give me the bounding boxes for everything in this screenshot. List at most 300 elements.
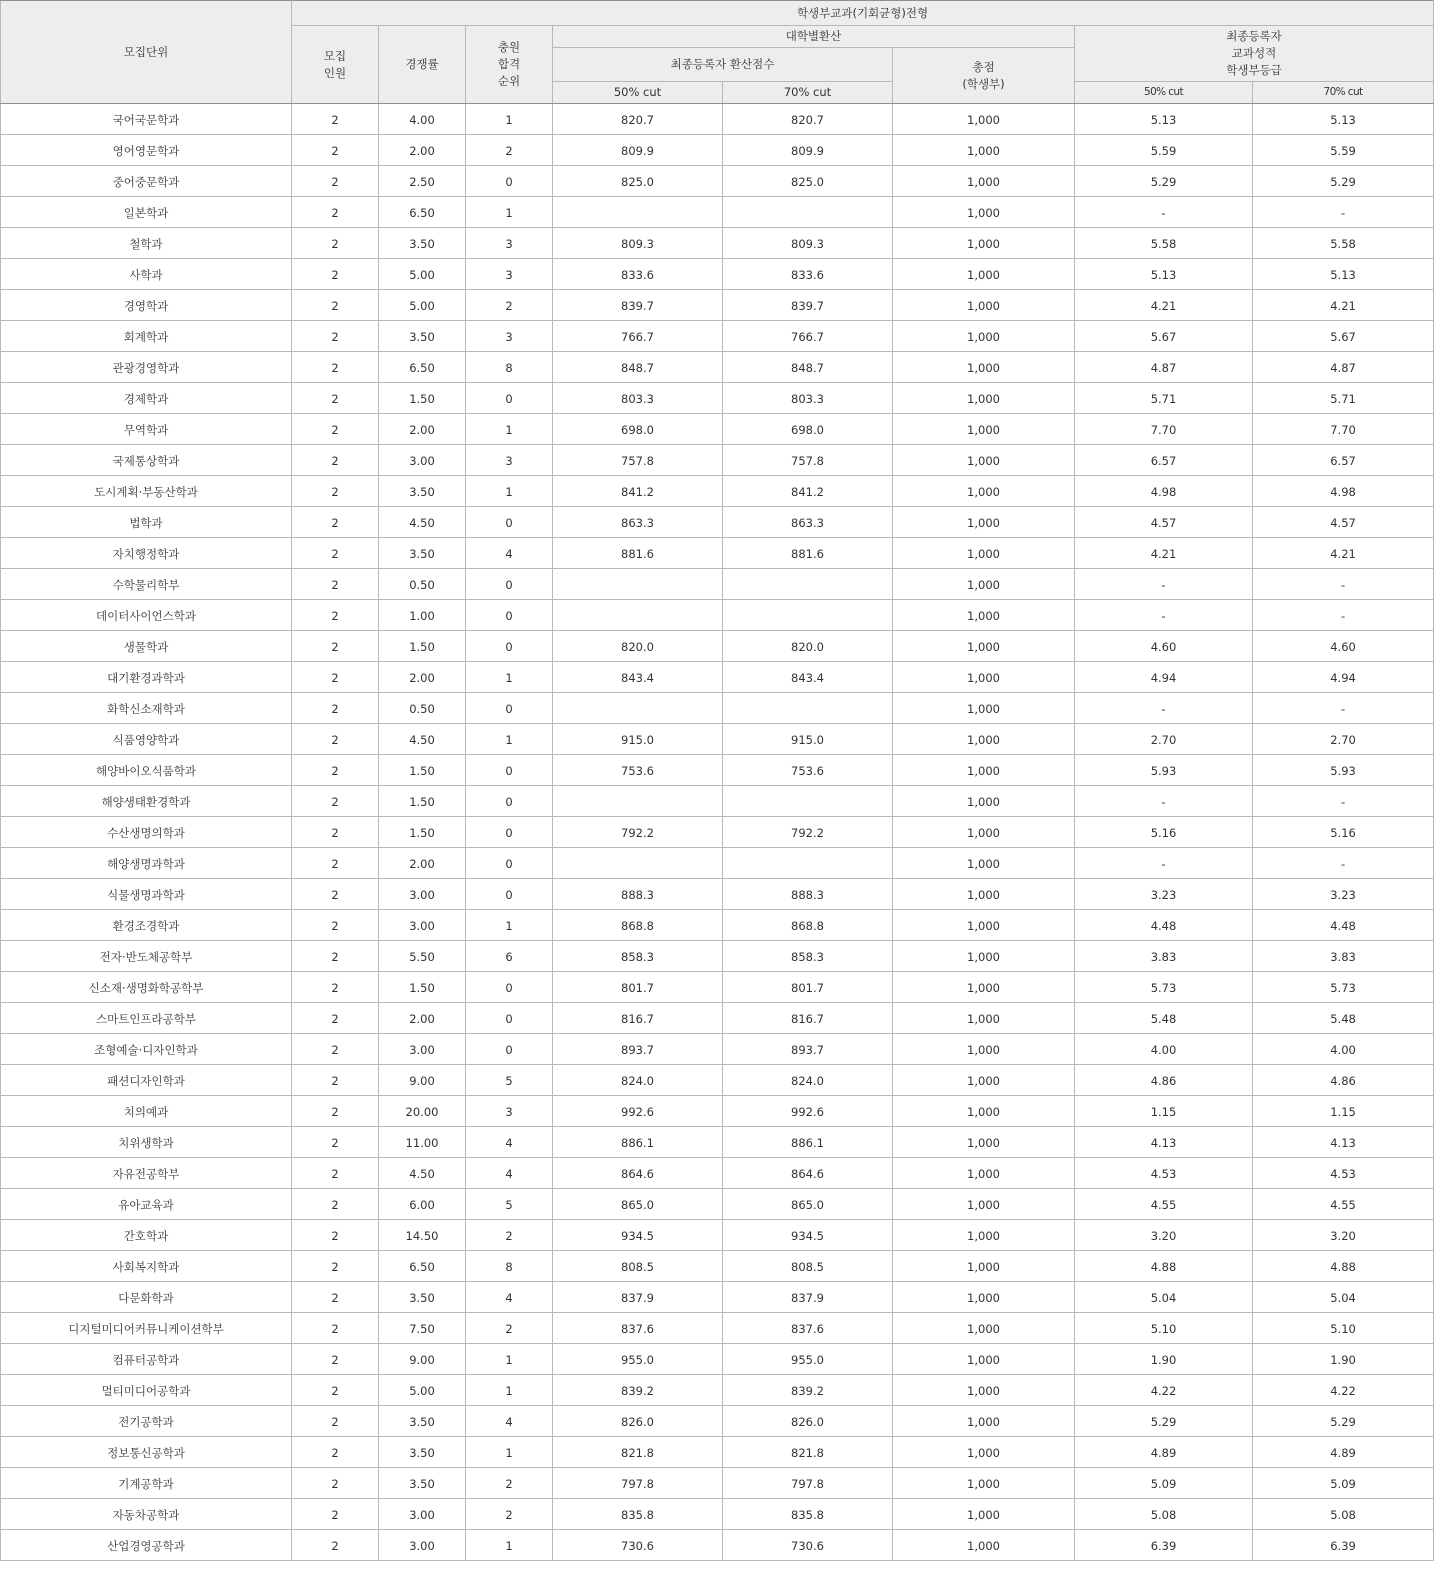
table-row [1,290,1434,321]
cell-total-score: 1,000 [893,104,1075,135]
cell-extra-rank: 2 [466,135,553,166]
cell-grade-cut50: 7.70 [1075,414,1253,445]
cell-quota: 2 [292,1406,379,1437]
cell-extra-rank: 0 [466,693,553,724]
cell-extra-rank: 5 [466,1189,553,1220]
header-extra-line3: 순위 [497,74,521,88]
table-row [1,1158,1434,1189]
cell-competition-ratio: 2.50 [379,166,466,197]
cell-unit-name: 수산생명의학과 [1,817,292,848]
cell-total-score: 1,000 [893,290,1075,321]
cell-score-cut50 [553,848,723,879]
cell-competition-ratio: 1.00 [379,600,466,631]
table-row [1,1499,1434,1530]
cell-unit-name: 국어국문학과 [1,104,292,135]
cell-quota: 2 [292,1375,379,1406]
cell-grade-cut70: 5.71 [1253,383,1434,414]
cell-extra-rank: 4 [466,1158,553,1189]
table-row [1,321,1434,352]
cell-grade-cut50: 5.09 [1075,1468,1253,1499]
cell-competition-ratio: 3.00 [379,879,466,910]
cell-grade-cut50: 4.48 [1075,910,1253,941]
cell-score-cut50: 841.2 [553,476,723,507]
cell-competition-ratio: 3.50 [379,1437,466,1468]
cell-competition-ratio: 7.50 [379,1313,466,1344]
cell-quota: 2 [292,1127,379,1158]
cell-total-score: 1,000 [893,135,1075,166]
table-row [1,817,1434,848]
cell-quota: 2 [292,290,379,321]
cell-score-cut50 [553,569,723,600]
cell-quota: 2 [292,414,379,445]
cell-grade-cut70: 6.39 [1253,1530,1434,1561]
cell-total-score: 1,000 [893,972,1075,1003]
cell-grade-cut70: 1.15 [1253,1096,1434,1127]
cell-grade-cut70: 7.70 [1253,414,1434,445]
cell-grade-cut50: - [1075,693,1253,724]
cell-quota: 2 [292,879,379,910]
cell-competition-ratio: 4.50 [379,507,466,538]
cell-score-cut50: 881.6 [553,538,723,569]
cell-score-cut70: 837.6 [723,1313,893,1344]
header-ratio: 경쟁률 [379,26,466,104]
cell-unit-name: 수학물리학부 [1,569,292,600]
cell-extra-rank: 3 [466,1096,553,1127]
cell-score-cut50: 792.2 [553,817,723,848]
cell-total-score: 1,000 [893,259,1075,290]
cell-score-cut50 [553,786,723,817]
table-row [1,1406,1434,1437]
cell-unit-name: 컴퓨터공학과 [1,1344,292,1375]
cell-grade-cut50: 4.53 [1075,1158,1253,1189]
cell-quota: 2 [292,569,379,600]
header-grade-cut70: 70% cut [1253,82,1434,104]
cell-grade-cut70: 4.88 [1253,1251,1434,1282]
cell-quota: 2 [292,1096,379,1127]
cell-grade-cut50: 4.94 [1075,662,1253,693]
cell-competition-ratio: 4.50 [379,1158,466,1189]
cell-score-cut70: 863.3 [723,507,893,538]
cell-quota: 2 [292,1189,379,1220]
cell-extra-rank: 1 [466,414,553,445]
cell-score-cut70: 864.6 [723,1158,893,1189]
table-row [1,507,1434,538]
cell-competition-ratio: 3.50 [379,1468,466,1499]
header-grade-line1: 최종등록자 [1226,29,1282,43]
cell-score-cut50: 863.3 [553,507,723,538]
table-row [1,662,1434,693]
cell-score-cut50: 816.7 [553,1003,723,1034]
cell-score-cut70: 825.0 [723,166,893,197]
header-quota-line1: 모집 [323,48,347,63]
cell-competition-ratio: 4.00 [379,104,466,135]
cell-quota: 2 [292,321,379,352]
table-row [1,445,1434,476]
cell-quota: 2 [292,817,379,848]
cell-competition-ratio: 1.50 [379,817,466,848]
cell-grade-cut70: 5.29 [1253,1406,1434,1437]
cell-extra-rank: 0 [466,848,553,879]
cell-total-score: 1,000 [893,1003,1075,1034]
cell-quota: 2 [292,1034,379,1065]
cell-extra-rank: 1 [466,662,553,693]
cell-grade-cut50: 5.48 [1075,1003,1253,1034]
cell-grade-cut70: 5.13 [1253,259,1434,290]
cell-grade-cut50: - [1075,197,1253,228]
cell-score-cut70: 820.7 [723,104,893,135]
cell-competition-ratio: 3.00 [379,445,466,476]
header-quota [292,26,379,104]
cell-score-cut70: 820.0 [723,631,893,662]
cell-score-cut50: 888.3 [553,879,723,910]
cell-quota: 2 [292,662,379,693]
header-extra-line1: 충원 [497,40,521,54]
cell-grade-cut70: 4.94 [1253,662,1434,693]
cell-competition-ratio: 3.50 [379,228,466,259]
cell-unit-name: 환경조경학과 [1,910,292,941]
cell-total-score: 1,000 [893,228,1075,259]
cell-competition-ratio: 3.50 [379,321,466,352]
cell-extra-rank: 0 [466,972,553,1003]
cell-quota: 2 [292,445,379,476]
cell-quota: 2 [292,1468,379,1499]
cell-quota: 2 [292,693,379,724]
header-cut50: 50% cut [553,82,723,104]
table-row [1,1220,1434,1251]
cell-unit-name: 멀티미디어공학과 [1,1375,292,1406]
cell-competition-ratio: 6.00 [379,1189,466,1220]
cell-grade-cut70: 3.83 [1253,941,1434,972]
table-row [1,352,1434,383]
table-row [1,600,1434,631]
table-row [1,1344,1434,1375]
cell-quota: 2 [292,197,379,228]
cell-score-cut70: 848.7 [723,352,893,383]
cell-score-cut70: 837.9 [723,1282,893,1313]
cell-extra-rank: 2 [466,1313,553,1344]
cell-total-score: 1,000 [893,1468,1075,1499]
cell-extra-rank: 2 [466,1468,553,1499]
cell-score-cut70: 833.6 [723,259,893,290]
cell-score-cut70: 821.8 [723,1437,893,1468]
cell-score-cut70: 841.2 [723,476,893,507]
cell-grade-cut70: 5.67 [1253,321,1434,352]
cell-score-cut50: 848.7 [553,352,723,383]
cell-total-score: 1,000 [893,166,1075,197]
table-row [1,383,1434,414]
cell-grade-cut50: - [1075,786,1253,817]
cell-competition-ratio: 3.00 [379,1530,466,1561]
cell-competition-ratio: 5.00 [379,290,466,321]
table-row [1,228,1434,259]
cell-extra-rank: 5 [466,1065,553,1096]
cell-score-cut70: 803.3 [723,383,893,414]
cell-total-score: 1,000 [893,1034,1075,1065]
header-total [893,48,1075,104]
cell-grade-cut70: 3.20 [1253,1220,1434,1251]
cell-grade-cut70: - [1253,693,1434,724]
cell-score-cut70: 868.8 [723,910,893,941]
cell-unit-name: 정보통신공학과 [1,1437,292,1468]
cell-extra-rank: 1 [466,197,553,228]
cell-score-cut70: 955.0 [723,1344,893,1375]
cell-unit-name: 해양생태환경학과 [1,786,292,817]
cell-score-cut50: 757.8 [553,445,723,476]
cell-grade-cut70: 5.48 [1253,1003,1434,1034]
header-grade-line3: 학생부등급 [1226,63,1282,77]
cell-extra-rank: 8 [466,352,553,383]
cell-unit-name: 유아교육과 [1,1189,292,1220]
cell-competition-ratio: 2.00 [379,414,466,445]
cell-total-score: 1,000 [893,1406,1075,1437]
table-row [1,538,1434,569]
cell-unit-name: 데이터사이언스학과 [1,600,292,631]
cell-total-score: 1,000 [893,538,1075,569]
cell-unit-name: 간호학과 [1,1220,292,1251]
cell-grade-cut50: 5.10 [1075,1313,1253,1344]
cell-extra-rank: 1 [466,724,553,755]
cell-grade-cut50: 4.21 [1075,290,1253,321]
cell-score-cut50: 766.7 [553,321,723,352]
cell-unit-name: 다문화학과 [1,1282,292,1313]
cell-unit-name: 사회복지학과 [1,1251,292,1282]
cell-quota: 2 [292,383,379,414]
cell-score-cut70: 888.3 [723,879,893,910]
table-row [1,755,1434,786]
cell-quota: 2 [292,1220,379,1251]
header-unit: 모집단위 [1,1,292,104]
cell-grade-cut70: 4.13 [1253,1127,1434,1158]
cell-grade-cut50: 1.15 [1075,1096,1253,1127]
cell-score-cut70: 808.5 [723,1251,893,1282]
table-row [1,1530,1434,1561]
cell-total-score: 1,000 [893,507,1075,538]
cell-grade-cut50: 4.88 [1075,1251,1253,1282]
cell-grade-cut50: 5.73 [1075,972,1253,1003]
cell-grade-cut50: 5.04 [1075,1282,1253,1313]
cell-competition-ratio: 4.50 [379,724,466,755]
cell-grade-cut50: 5.29 [1075,166,1253,197]
cell-unit-name: 디지털미디어커뮤니케이션학부 [1,1313,292,1344]
cell-competition-ratio: 2.00 [379,1003,466,1034]
cell-quota: 2 [292,972,379,1003]
header-extra-line2: 합격 [497,57,521,71]
table-row [1,1034,1434,1065]
cell-quota: 2 [292,910,379,941]
cell-score-cut70 [723,569,893,600]
cell-grade-cut50: 4.55 [1075,1189,1253,1220]
header-total-line2: (학생부) [962,76,1005,91]
cell-score-cut70: 839.2 [723,1375,893,1406]
cell-score-cut70: 858.3 [723,941,893,972]
cell-total-score: 1,000 [893,1096,1075,1127]
cell-unit-name: 회계학과 [1,321,292,352]
cell-score-cut50 [553,693,723,724]
table-row [1,724,1434,755]
cell-extra-rank: 1 [466,1344,553,1375]
cell-score-cut50: 992.6 [553,1096,723,1127]
cell-extra-rank: 3 [466,445,553,476]
cell-quota: 2 [292,352,379,383]
cell-total-score: 1,000 [893,1499,1075,1530]
cell-total-score: 1,000 [893,1375,1075,1406]
cell-total-score: 1,000 [893,1251,1075,1282]
cell-total-score: 1,000 [893,1220,1075,1251]
cell-quota: 2 [292,1344,379,1375]
cell-extra-rank: 3 [466,228,553,259]
cell-grade-cut70: 5.58 [1253,228,1434,259]
cell-extra-rank: 4 [466,1406,553,1437]
cell-extra-rank: 1 [466,1530,553,1561]
cell-grade-cut70: 4.22 [1253,1375,1434,1406]
table-row [1,1282,1434,1313]
cell-total-score: 1,000 [893,910,1075,941]
cell-unit-name: 관광경영학과 [1,352,292,383]
header-final-score: 최종등록자 환산점수 [553,48,893,82]
cell-competition-ratio: 5.00 [379,259,466,290]
cell-grade-cut50: 4.22 [1075,1375,1253,1406]
cell-grade-cut50: 5.71 [1075,383,1253,414]
cell-score-cut70: 839.7 [723,290,893,321]
cell-score-cut50: 730.6 [553,1530,723,1561]
cell-grade-cut70: - [1253,600,1434,631]
table-row [1,259,1434,290]
cell-extra-rank: 1 [466,104,553,135]
cell-extra-rank: 0 [466,817,553,848]
cell-score-cut50: 797.8 [553,1468,723,1499]
cell-unit-name: 영어영문학과 [1,135,292,166]
cell-unit-name: 해양바이오식품학과 [1,755,292,786]
cell-grade-cut70: 4.48 [1253,910,1434,941]
cell-extra-rank: 1 [466,1437,553,1468]
cell-total-score: 1,000 [893,414,1075,445]
table-row [1,1375,1434,1406]
cell-grade-cut70: 5.13 [1253,104,1434,135]
cell-grade-cut50: 2.70 [1075,724,1253,755]
cell-score-cut50: 843.4 [553,662,723,693]
cell-unit-name: 식품영양학과 [1,724,292,755]
cell-unit-name: 자동차공학과 [1,1499,292,1530]
cell-unit-name: 조형예술·디자인학과 [1,1034,292,1065]
cell-quota: 2 [292,755,379,786]
cell-competition-ratio: 1.50 [379,631,466,662]
cell-unit-name: 도시계획·부동산학과 [1,476,292,507]
header-grade [1075,26,1434,82]
cell-unit-name: 무역학과 [1,414,292,445]
cell-grade-cut50: 4.89 [1075,1437,1253,1468]
table-row [1,166,1434,197]
cell-quota: 2 [292,1251,379,1282]
cell-quota: 2 [292,1003,379,1034]
cell-quota: 2 [292,848,379,879]
cell-score-cut70: 934.5 [723,1220,893,1251]
cell-unit-name: 패션디자인학과 [1,1065,292,1096]
cell-unit-name: 경영학과 [1,290,292,321]
cell-quota: 2 [292,1065,379,1096]
cell-grade-cut70: 5.08 [1253,1499,1434,1530]
table-row [1,1251,1434,1282]
header-grade-cut50: 50% cut [1075,82,1253,104]
header-grade-line2: 교과성적 [1231,46,1277,60]
cell-competition-ratio: 6.50 [379,197,466,228]
cell-total-score: 1,000 [893,662,1075,693]
cell-score-cut70 [723,197,893,228]
cell-score-cut50 [553,600,723,631]
table-row [1,1313,1434,1344]
cell-score-cut50: 808.5 [553,1251,723,1282]
cell-grade-cut70: 4.55 [1253,1189,1434,1220]
cell-grade-cut50: 5.13 [1075,104,1253,135]
cell-quota: 2 [292,1530,379,1561]
cell-competition-ratio: 3.50 [379,476,466,507]
table-row [1,569,1434,600]
cell-score-cut70 [723,693,893,724]
cell-quota: 2 [292,507,379,538]
cell-score-cut70: 809.9 [723,135,893,166]
cell-grade-cut50: 4.13 [1075,1127,1253,1158]
cell-competition-ratio: 9.00 [379,1065,466,1096]
cell-extra-rank: 2 [466,290,553,321]
cell-score-cut70: 698.0 [723,414,893,445]
cell-score-cut50: 698.0 [553,414,723,445]
cell-quota: 2 [292,1282,379,1313]
cell-extra-rank: 4 [466,1282,553,1313]
cell-unit-name: 자치행정학과 [1,538,292,569]
cell-grade-cut50: 4.21 [1075,538,1253,569]
cell-quota: 2 [292,104,379,135]
cell-unit-name: 철학과 [1,228,292,259]
cell-extra-rank: 0 [466,1003,553,1034]
cell-score-cut50: 835.8 [553,1499,723,1530]
cell-grade-cut70: 3.23 [1253,879,1434,910]
cell-unit-name: 해양생명과학과 [1,848,292,879]
cell-total-score: 1,000 [893,321,1075,352]
cell-score-cut50: 886.1 [553,1127,723,1158]
cell-total-score: 1,000 [893,817,1075,848]
cell-grade-cut70: - [1253,197,1434,228]
header-conversion: 대학별환산 [553,26,1075,48]
cell-grade-cut50: 4.87 [1075,352,1253,383]
header-quota-line2: 인원 [323,65,347,80]
cell-quota: 2 [292,631,379,662]
cell-score-cut70: 730.6 [723,1530,893,1561]
cell-quota: 2 [292,538,379,569]
cell-total-score: 1,000 [893,600,1075,631]
cell-grade-cut70: - [1253,569,1434,600]
cell-extra-rank: 4 [466,1127,553,1158]
cell-unit-name: 스마트인프라공학부 [1,1003,292,1034]
cell-score-cut50 [553,197,723,228]
cell-unit-name: 생물학과 [1,631,292,662]
table-row [1,972,1434,1003]
table-row [1,476,1434,507]
cell-competition-ratio: 5.00 [379,1375,466,1406]
cell-grade-cut70: - [1253,786,1434,817]
table-row [1,879,1434,910]
cell-total-score: 1,000 [893,1065,1075,1096]
cell-score-cut50: 858.3 [553,941,723,972]
cell-unit-name: 치의예과 [1,1096,292,1127]
cell-grade-cut50: - [1075,848,1253,879]
cell-competition-ratio: 1.50 [379,786,466,817]
cell-score-cut50: 809.3 [553,228,723,259]
cell-total-score: 1,000 [893,848,1075,879]
cell-grade-cut70: 4.60 [1253,631,1434,662]
cell-competition-ratio: 3.00 [379,1034,466,1065]
cell-competition-ratio: 1.50 [379,383,466,414]
cell-extra-rank: 3 [466,321,553,352]
cell-grade-cut70: 6.57 [1253,445,1434,476]
